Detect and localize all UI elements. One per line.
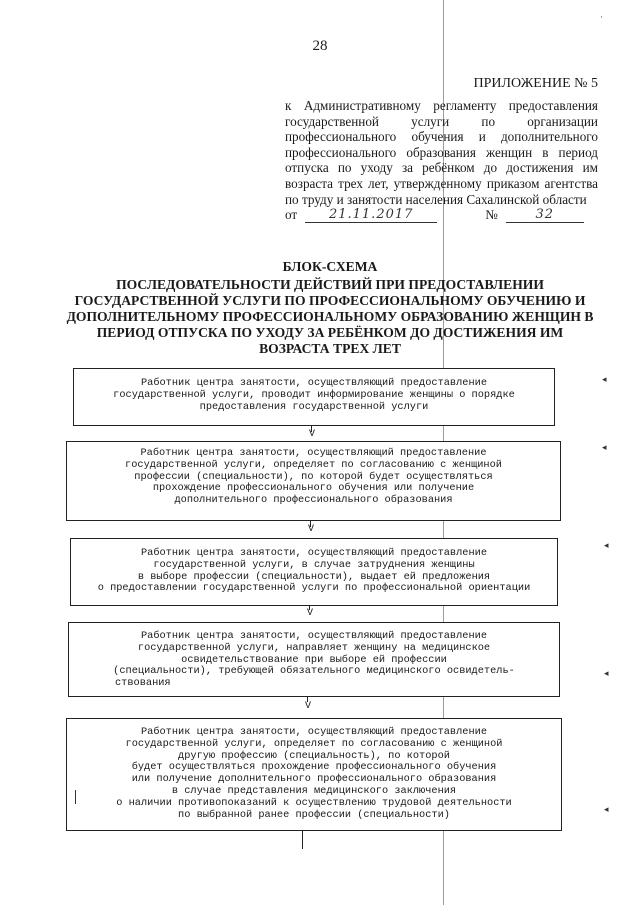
title-line-2: ПОСЛЕДОВАТЕЛЬНОСТИ ДЕЙСТВИЙ ПРИ ПРЕДОСТАВЛЕНИИ ГОСУДАРСТВЕННОЙ УСЛУГИ ПО ПРОФЕССИОНАЛЬНОМУ ОБУЧЕНИЮ И ДОПОЛНИТЕЛЬНОМУ ПРОФЕССИОНАЛЬНОМУ ОБРАЗОВАНИЮ ЖЕНЩИН В ПЕРИОД ОТПУСКА ПО УХОДУ ЗА РЕБЁНКОМ ДО ДОСТИЖЕНИЯ ИМ ВОЗРАСТА ТРЕХ ЛЕТ (66, 277, 594, 356)
flow-step-5 (66, 718, 562, 831)
page-number: 28 (312, 38, 328, 54)
step-5-line: о наличии противопоказаний к осуществлению трудовой деятельности (116, 796, 512, 809)
scan-dot-icon: ◂ (602, 442, 607, 452)
step-2-line: профессии (специальности), по которой будет осуществляться (134, 470, 493, 483)
margin-mark (75, 790, 76, 804)
scan-dot-icon: ◂ (602, 374, 607, 384)
flow-step-4 (68, 622, 560, 697)
step-3-line: государственной услуги, в случае затруднения женщины (153, 558, 475, 571)
step-2-line: дополнительного профессионального образования (174, 494, 453, 507)
step-4-line: Работник центра занятости, осуществляющий предоставление (140, 630, 488, 642)
flowchart-title (60, 259, 600, 357)
flow-step-1 (73, 368, 555, 426)
step-2-line: Работник центра занятости, осуществляющий предоставление (140, 447, 487, 459)
step-1-line: Работник центра занятости, осуществляющий предоставление (140, 377, 488, 389)
connector-line (302, 831, 303, 849)
step-4-line: ствования (115, 677, 171, 690)
scan-dot-icon: · (600, 12, 603, 22)
step-3-line: в выборе профессии (специальности), выдает ей предложения (137, 570, 491, 583)
step-5-line: Работник центра занятости, осуществляющий предоставление (140, 726, 488, 738)
date-handwritten: 21.11.2017 (305, 208, 437, 223)
step-4-line: освидетельствование при выборе ей профессии (181, 653, 447, 666)
step-2-line: государственной услуги, определяет по согласованию с женщиной (125, 458, 502, 471)
step-3-line: о предоставлении государственной услуги по профессиональной ориентации (97, 582, 531, 595)
scan-dot-icon: ◂ (604, 540, 609, 550)
step-5-line: будет осуществляться прохождение профессионального обучения (131, 761, 497, 774)
step-4-line: (специальности), требующей обязательного медицинского освидетель- (113, 665, 515, 678)
flow-step-2 (66, 441, 561, 521)
down-arrow-icon: V (308, 429, 315, 440)
title-line-1: БЛОК-СХЕМА (282, 259, 378, 274)
approval-signature-line (285, 207, 598, 223)
down-arrow-icon: V (307, 524, 314, 535)
approval-reference (285, 98, 598, 223)
scan-dot-icon: ◂ (604, 804, 609, 814)
step-5-line: в случае представления медицинского заключения (171, 784, 457, 797)
number-prefix: № (485, 207, 498, 223)
down-arrow-icon: V (306, 608, 313, 619)
date-prefix: от (285, 207, 298, 223)
step-5-line: другую профессию (специальность), по которой (178, 749, 450, 762)
step-1-line: государственной услуги, проводит информирование женщины о порядке (113, 388, 515, 401)
step-3-line: Работник центра занятости, осуществляющий предоставление (140, 547, 488, 559)
step-5-line: по выбранной ранее профессии (специальности) (178, 808, 450, 821)
step-1-line: предоставления государственной услуги (199, 400, 429, 413)
approval-text: к Административному регламенту предоставления государственной услуги по организации профессионального обучения и дополнительного профессионального образования женщин в период отпуска по уходу за ребёнком до достижения им возраста трех лет, утвержденному приказом агентства по труду и занятости населения Сахалинской области (285, 98, 598, 207)
step-5-line: или получение дополнительного профессионального образования (131, 773, 497, 786)
number-handwritten: 32 (506, 208, 584, 223)
step-5-line: государственной услуги, определяет по согласованию с женщиной (125, 737, 503, 750)
step-2-line: прохождение профессионального обучения или получение (152, 482, 475, 495)
step-4-line: государственной услуги, направляет женщину на медицинское (137, 641, 491, 654)
appendix-label: ПРИЛОЖЕНИЕ № 5 (473, 76, 598, 91)
flow-step-3 (70, 538, 558, 606)
down-arrow-icon: V (304, 701, 311, 712)
scan-dot-icon: ◂ (604, 668, 609, 678)
